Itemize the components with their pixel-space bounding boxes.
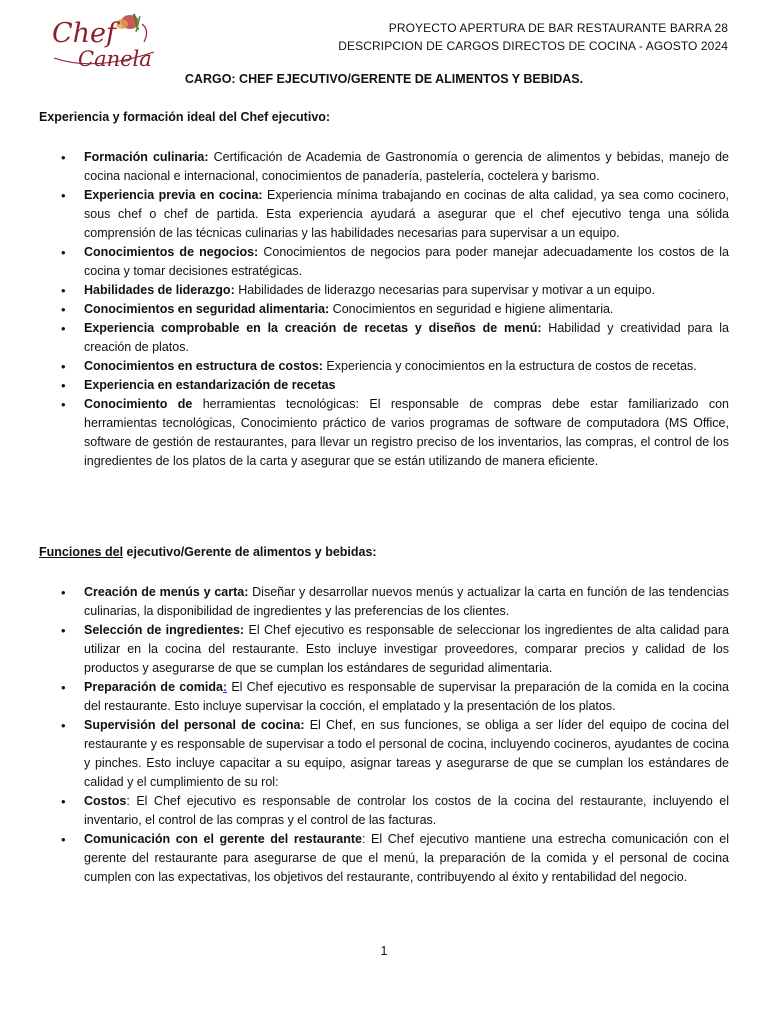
- section-functions-title: [39, 545, 377, 559]
- chef-hat-logo-icon: [48, 10, 160, 72]
- list-item: • Preparación de comida: El Chef ejecutivo es responsable de supervisar la preparación de la comida en la cocina del restaurante. Esto incluye supervisar la cocción, el emplatado y la presentación de los platos.: [84, 678, 729, 716]
- list-item: • Experiencia comprobable en la creación de recetas y diseños de menú: Habilidad y creatividad para la creación de platos.: [84, 319, 729, 357]
- list-item: • Comunicación con el gerente del restaurante: El Chef ejecutivo mantiene una estrecha comunicación con el gerente del restaurante para asegurarse de que el menú, la preparación de la comida y el personal de cocina cumplen con las expectativas, los objetivos del restaurante, contribuyendo al éxito y rentabilidad del negocio.: [84, 830, 729, 887]
- list-item: • Experiencia en estandarización de recetas: [84, 376, 729, 395]
- logo-text-canela: Canela: [78, 47, 152, 71]
- list-item: • Selección de ingredientes: El Chef ejecutivo es responsable de seleccionar los ingredientes de alta calidad para utilizar en la cocina del restaurante. Esto incluye investigar proveedores, comparar precios y calidad de los productos y asegurarse de que se cumplan los estándares de seguridad alimentaria.: [84, 621, 729, 678]
- list-item: • Costos: El Chef ejecutivo es responsable de controlar los costos de la cocina del restaurante, incluyendo el inventario, el control de las compras y el control de las facturas.: [84, 792, 729, 830]
- page-number: 1: [380, 944, 388, 958]
- list-item: • Creación de menús y carta: Diseñar y desarrollar nuevos menús y actualizar la carta en función de las tendencias culinarias, la disponibilidad de ingredientes y las preferencias de los clientes.: [84, 583, 729, 621]
- list-item: • Formación culinaria: Certificación de Academia de Gastronomía o gerencia de alimentos y bebidas, manejo de cocina nacional e internacional, conocimientos de panadería, pastelería, coctelera y barismo.: [84, 148, 729, 186]
- functions-list: [84, 583, 729, 887]
- list-item: • Conocimiento de herramientas tecnológicas: El responsable de compras debe estar familiarizado con herramientas tecnológicas, Conocimiento práctico de varios programas de software de computadora (MS Office, software de gestión de restaurantes, para llevar un registro preciso de los inventarios, las compras, el control de los ingredientes de los platos de la carta y asegurar que se están utilizando de manera eficiente.: [84, 395, 729, 471]
- comment-link[interactable]: :: [222, 680, 228, 694]
- list-item: • Conocimientos en estructura de costos: Experiencia y conocimientos en la estructura de costos de recetas.: [84, 357, 729, 376]
- experience-list: [84, 148, 729, 471]
- functions-title-underlined: Funciones del: [39, 545, 124, 559]
- chef-canela-logo: [48, 10, 160, 72]
- logo-text-chef: Chef: [52, 18, 117, 49]
- header-description-line: DESCRIPCION DE CARGOS DIRECTOS DE COCINA - AGOSTO 2024: [338, 39, 728, 53]
- functions-title-rest: ejecutivo/Gerente de alimentos y bebidas:: [123, 545, 377, 559]
- list-item: • Experiencia previa en cocina: Experiencia mínima trabajando en cocinas de alta calidad, ya sea como cocinero, sous chef o chef de partida. Esta experiencia ayudará a asegurar que el chef ejecutivo tenga una sólida comprensión de las técnicas culinarias y las habilidades necesarias para supervisar a un equipo.: [84, 186, 729, 243]
- cargo-title: CARGO: CHEF EJECUTIVO/GERENTE DE ALIMENTOS Y BEBIDAS.: [184, 72, 584, 86]
- header-project-line: PROYECTO APERTURA DE BAR RESTAURANTE BARRA 28: [388, 21, 728, 35]
- list-item: • Supervisión del personal de cocina: El Chef, en sus funciones, se obliga a ser líder del equipo de cocina del restaurante y es responsable de supervisar a todo el personal de cocina, incluyendo cocineros, ayudantes de cocina y pinches. Esto incluye capacitar a su equipo, asignar tareas y asegurarse de que se cumplan los estándares de calidad y el cumplimiento de su rol:: [84, 716, 729, 792]
- section-experience-title: Experiencia y formación ideal del Chef ejecutivo:: [39, 110, 331, 124]
- list-item: • Conocimientos de negocios: Conocimientos de negocios para poder manejar adecuadamente los costos de la cocina y tomar decisiones estratégicas.: [84, 243, 729, 281]
- list-item: • Habilidades de liderazgo: Habilidades de liderazgo necesarias para supervisar y motivar a un equipo.: [84, 281, 729, 300]
- list-item: • Conocimientos en seguridad alimentaria: Conocimientos en seguridad e higiene alimentaria.: [84, 300, 729, 319]
- document-header: [338, 19, 728, 55]
